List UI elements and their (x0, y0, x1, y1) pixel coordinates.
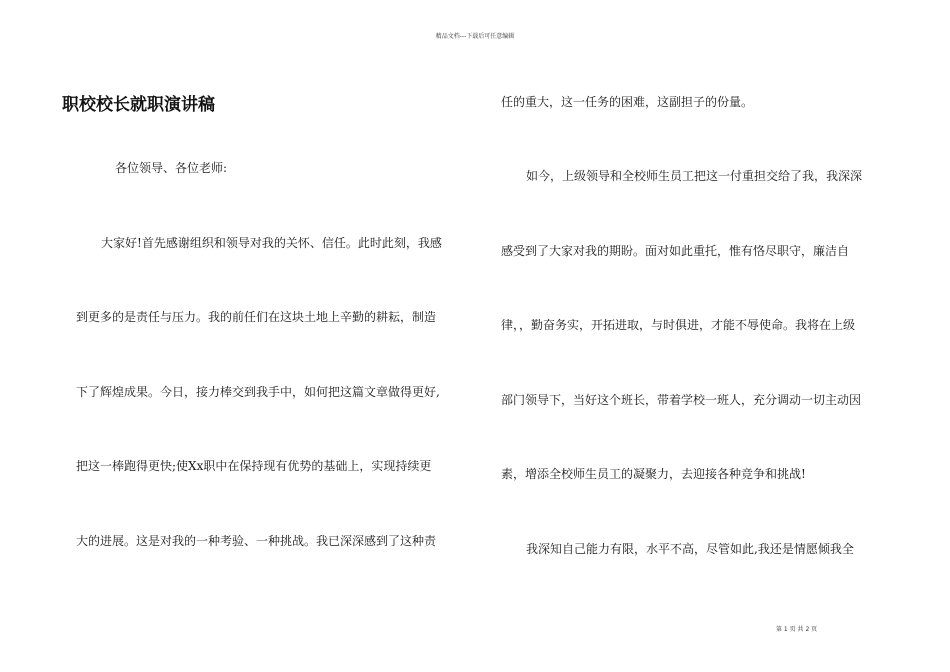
paragraph-line: 如今，上级领导和全校师生员工把这一付重担交给了我，我深深 (526, 169, 863, 183)
paragraph-line: 任的重大，这一任务的困难，这副担子的份量。 (501, 95, 754, 109)
paragraph-line: 感受到了大家对我的期盼。面对如此重托，惟有恪尽职守，廉洁自 (501, 244, 850, 258)
paragraph-line: 下了辉煌成果。今日，接力棒交到我手中，如何把这篇文章做得更好, (76, 385, 440, 399)
paragraph-line: 素，增添全校师生员工的凝聚力，去迎接各种竞争和挑战! (501, 467, 806, 481)
paragraph-line: 到更多的是责任与压力。我的前任们在这块土地上辛勤的耕耘，制造 (76, 310, 437, 324)
paragraph-line: 我深知自己能力有限，水平不高，尽管如此,我还是情愿倾我全 (526, 542, 854, 556)
salutation-line: 各位领导、各位老师: (115, 161, 228, 175)
document-title: 职校校长就职演讲稿 (62, 95, 215, 115)
paragraph-line: 大的进展。这是对我的一种考验、一种挑战。我已深深感到了这种责 (76, 534, 437, 548)
header-note: 精品文档---下载后可任意编辑 (435, 33, 515, 40)
paragraph-line: 律，，勤奋务实，开拓进取，与时俱进，才能不辱使命。我将在上级 (501, 318, 856, 332)
paragraph-line: 把这一棒跑得更快;使Xx职中在保持现有优势的基础上，实现持续更 (76, 459, 432, 473)
paragraph-line: 部门领导下，当好这个班长，带着学校一班人，充分调动一切主动因 (501, 393, 862, 407)
paragraph-line: 大家好!首先感谢组织和领导对我的关怀、信任。此时此刻，我感 (101, 236, 442, 250)
page-number: 第 1 页 共 2 页 (776, 626, 818, 633)
